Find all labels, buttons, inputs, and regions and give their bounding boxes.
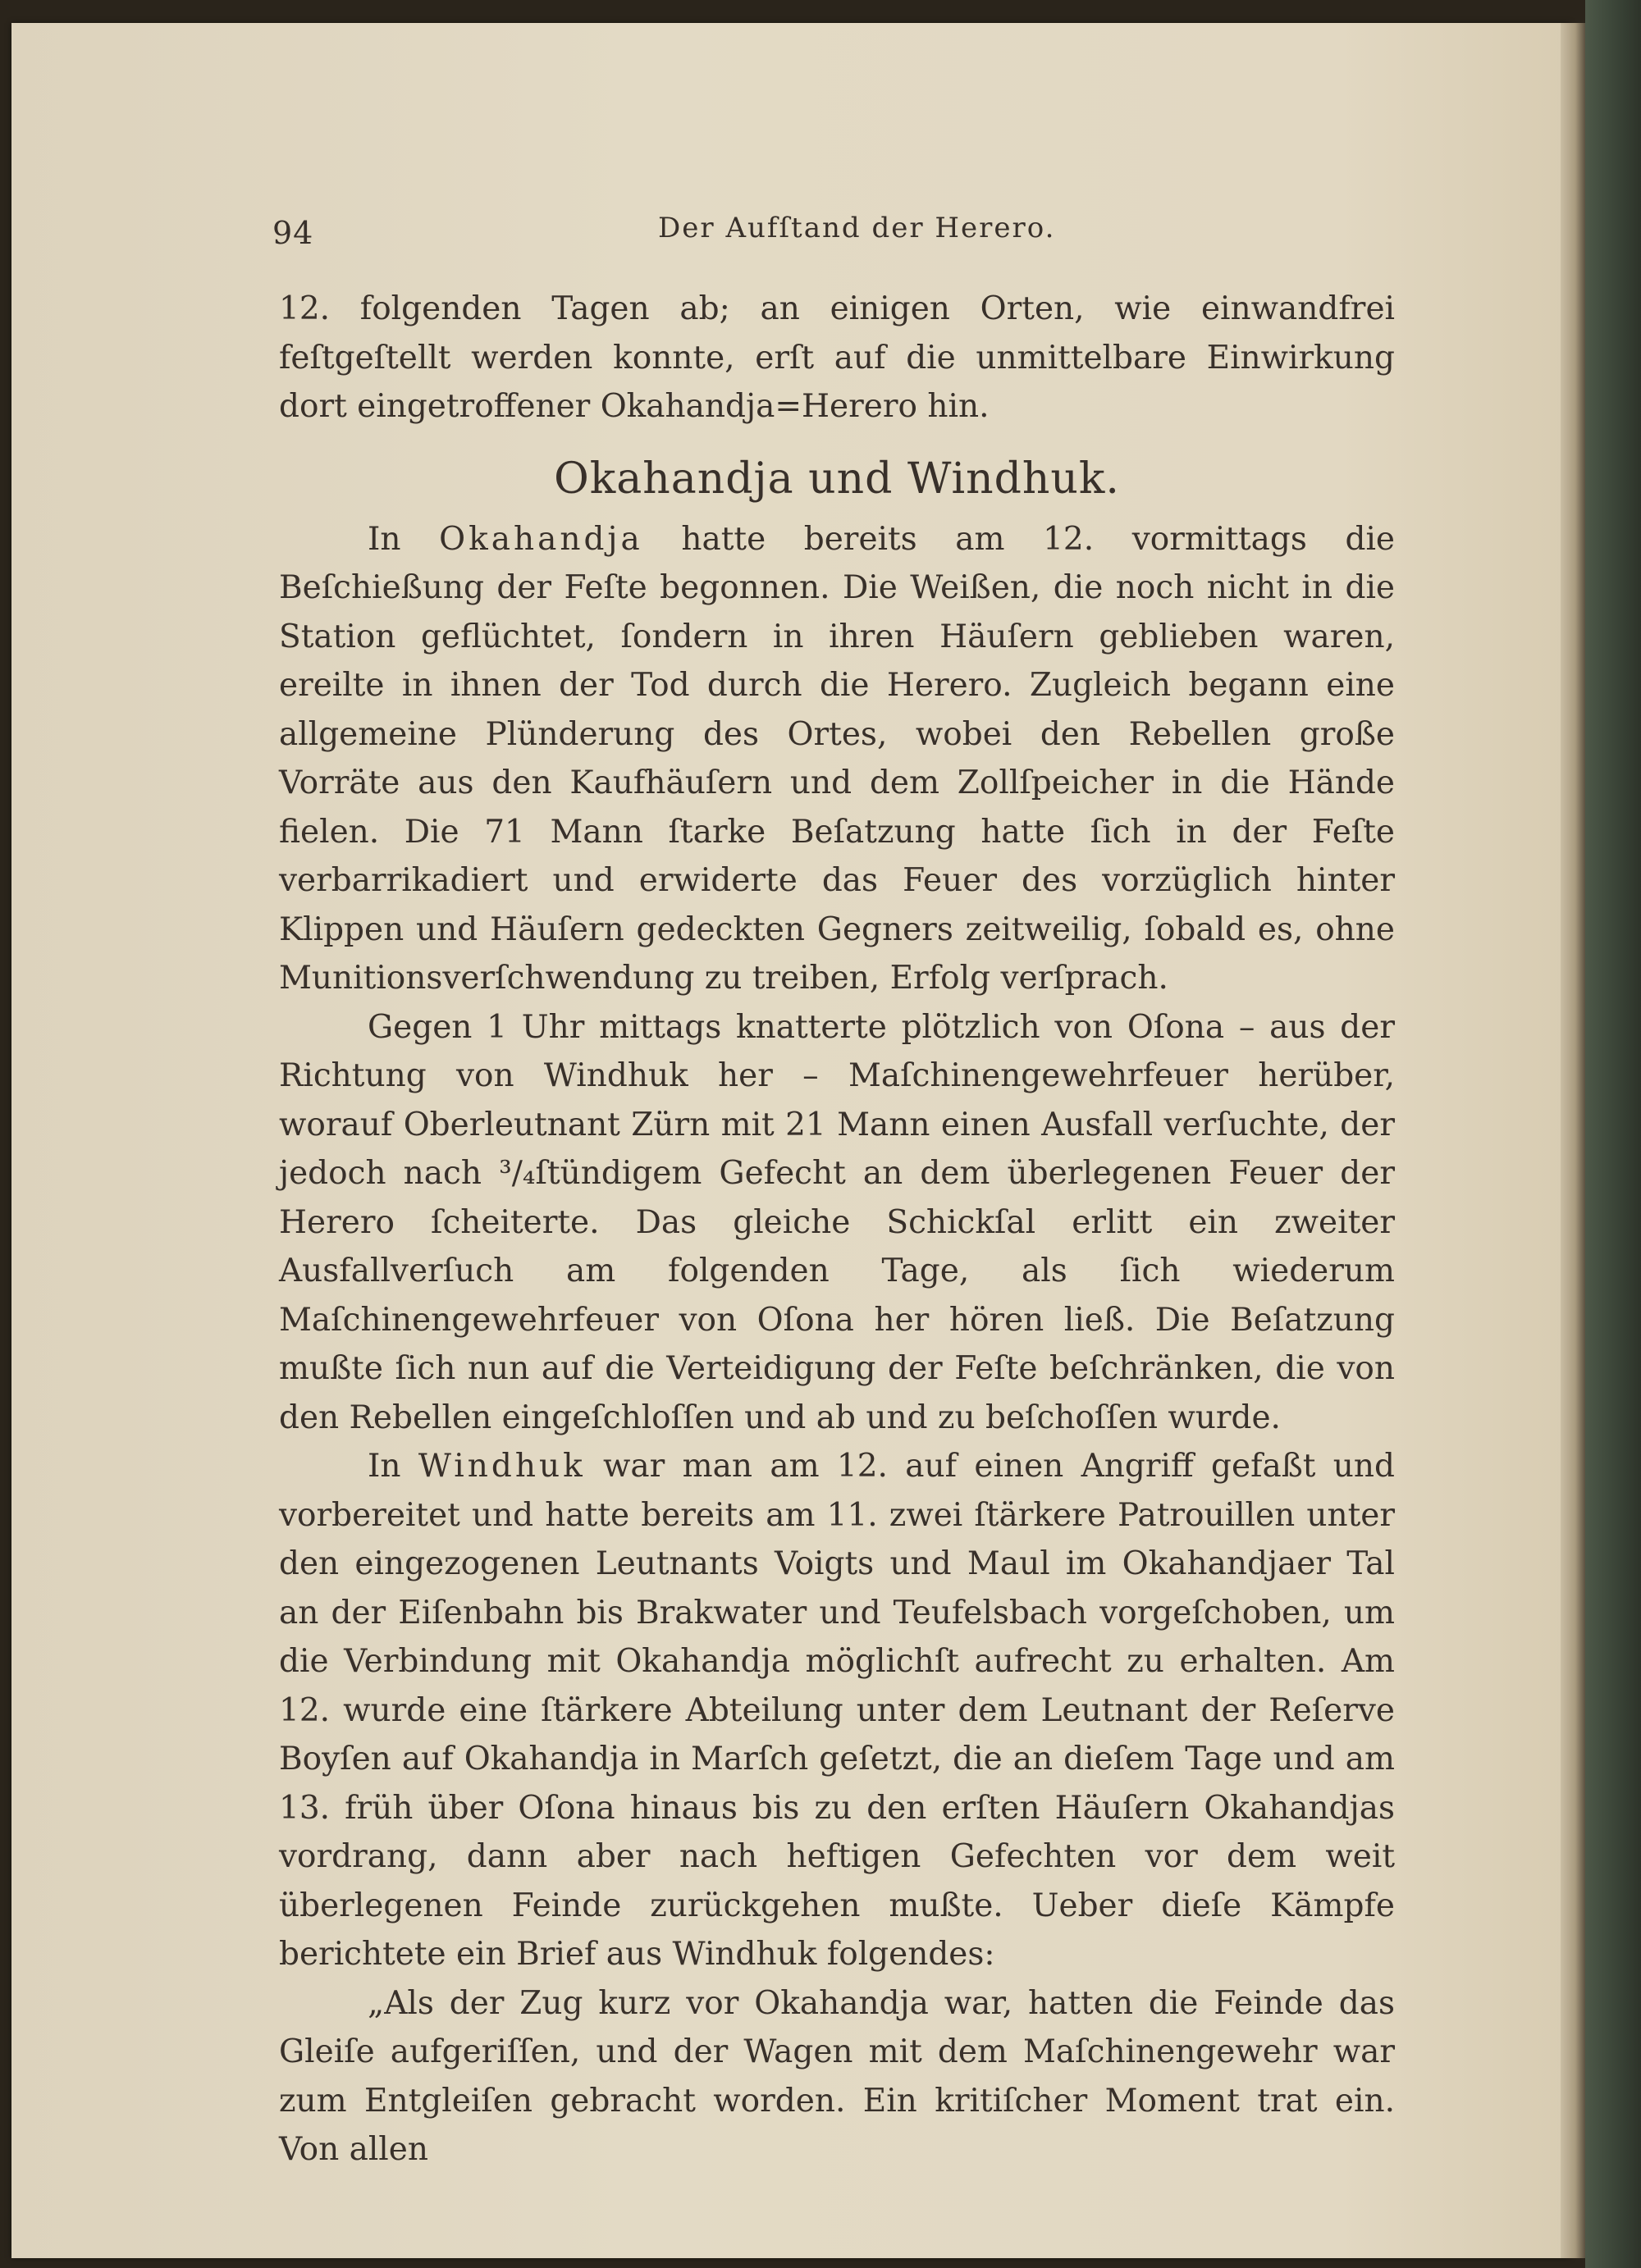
paragraph-lead: In — [368, 520, 440, 558]
page-header — [272, 212, 1503, 264]
paragraph-continuation: 12. folgenden Tagen ab; an einigen Orten, wie einwandfrei feſtgeſtellt werden konnte, erſt auf die unmittelbare Einwirkung dort eingetroffener Okahandja=Herero hin. — [279, 290, 1395, 425]
running-title: Der Aufſtand der Herero. — [658, 212, 1056, 244]
paragraph-gegen: Gegen 1 Uhr mittags knatterte plötzlich von Oſona – aus der Richtung von Windhuk her – Maſchinengewehrfeuer herüber, worauf Oberleutnant Zürn mit 21 Mann einen Ausfall verſuchte, der jedoch nach ³/₄ſtündigem Gefecht an dem überlegenen Feuer der Herero ſcheiterte. Das gleiche Schickſal erlitt ein zweiter Ausfallverſuch am folgenden Tage, als ſich wiederum Maſchinengewehrfeuer von Oſona her hören ließ. Die Beſatzung mußte ſich nun auf die Verteidigung der Feſte beſchränken, die von den Rebellen eingeſchloſſen und ab und zu beſchoſſen wurde. — [279, 1008, 1395, 1436]
paragraph-windhuk — [279, 1442, 1395, 1979]
spaced-place-name: Okahandja — [439, 520, 643, 558]
paragraph-okahandja — [279, 515, 1395, 1003]
section-heading: Okahandja und Windhuk. — [554, 454, 1120, 504]
paragraph-quote: „Als der Zug kurz vor Okahandja war, hatten die Feinde das Gleiſe aufgeriſſen, und der Wagen mit dem Maſchinengewehr war zum Entgleiſen gebracht worden. Ein kritiſcher Moment trat ein. Von allen — [279, 1984, 1395, 2168]
page-number: 94 — [272, 215, 314, 251]
body-text — [279, 285, 1395, 2174]
paragraph-body: war man am 12. auf einen Angriff gefaßt und vorbereitet und hatte bereits am 11. zwei ſtärkere Patrouillen unter den eingezogenen Leutnants Voigts und Maul im Okahandjaer Tal an der Eiſenbahn bis Brakwater und Teufelsbach vorgeſchoben, um die Verbindung mit Okahandja möglichſt aufrecht zu erhalten. Am 12. wurde eine ſtärkere Abteilung unter dem Leutnant der Reſerve Boyſen auf Okahandja in Marſch geſetzt, die an dieſem Tage und am 13. früh über Oſona hinaus bis zu den erſten Häuſern Okahandjas vordrang, dann aber nach heftigen Gefechten vor dem weit überlegenen Feinde zurückgehen mußte. Ueber dieſe Kämpfe berichtete ein Brief aus Windhuk folgendes: — [279, 1448, 1396, 1973]
spaced-place-name: Windhuk — [418, 1448, 586, 1485]
paragraph-body: hatte bereits am 12. vormittags die Beſchießung der Feſte begonnen. Die Weißen, die noch nicht in die Station geflüchtet, ſondern in ihren Häuſern geblieben waren, ereilte in ihnen der Tod durch die Herero. Zugleich begann eine allgemeine Plünderung des Ortes, wobei den Rebellen große Vorräte aus den Kaufhäuſern und dem Zollſpeicher in die Hände fielen. Die 71 Mann ſtarke Beſatzung hatte ſich in der Feſte verbarrikadiert und erwiderte das Feuer des vorzüglich hinter Klippen und Häuſern gedeckten Gegners zeitweilig, ſobald es, ohne Munitionsverſchwendung zu treiben, Erfolg verſprach. — [279, 520, 1395, 997]
paragraph-lead: In — [368, 1448, 418, 1485]
